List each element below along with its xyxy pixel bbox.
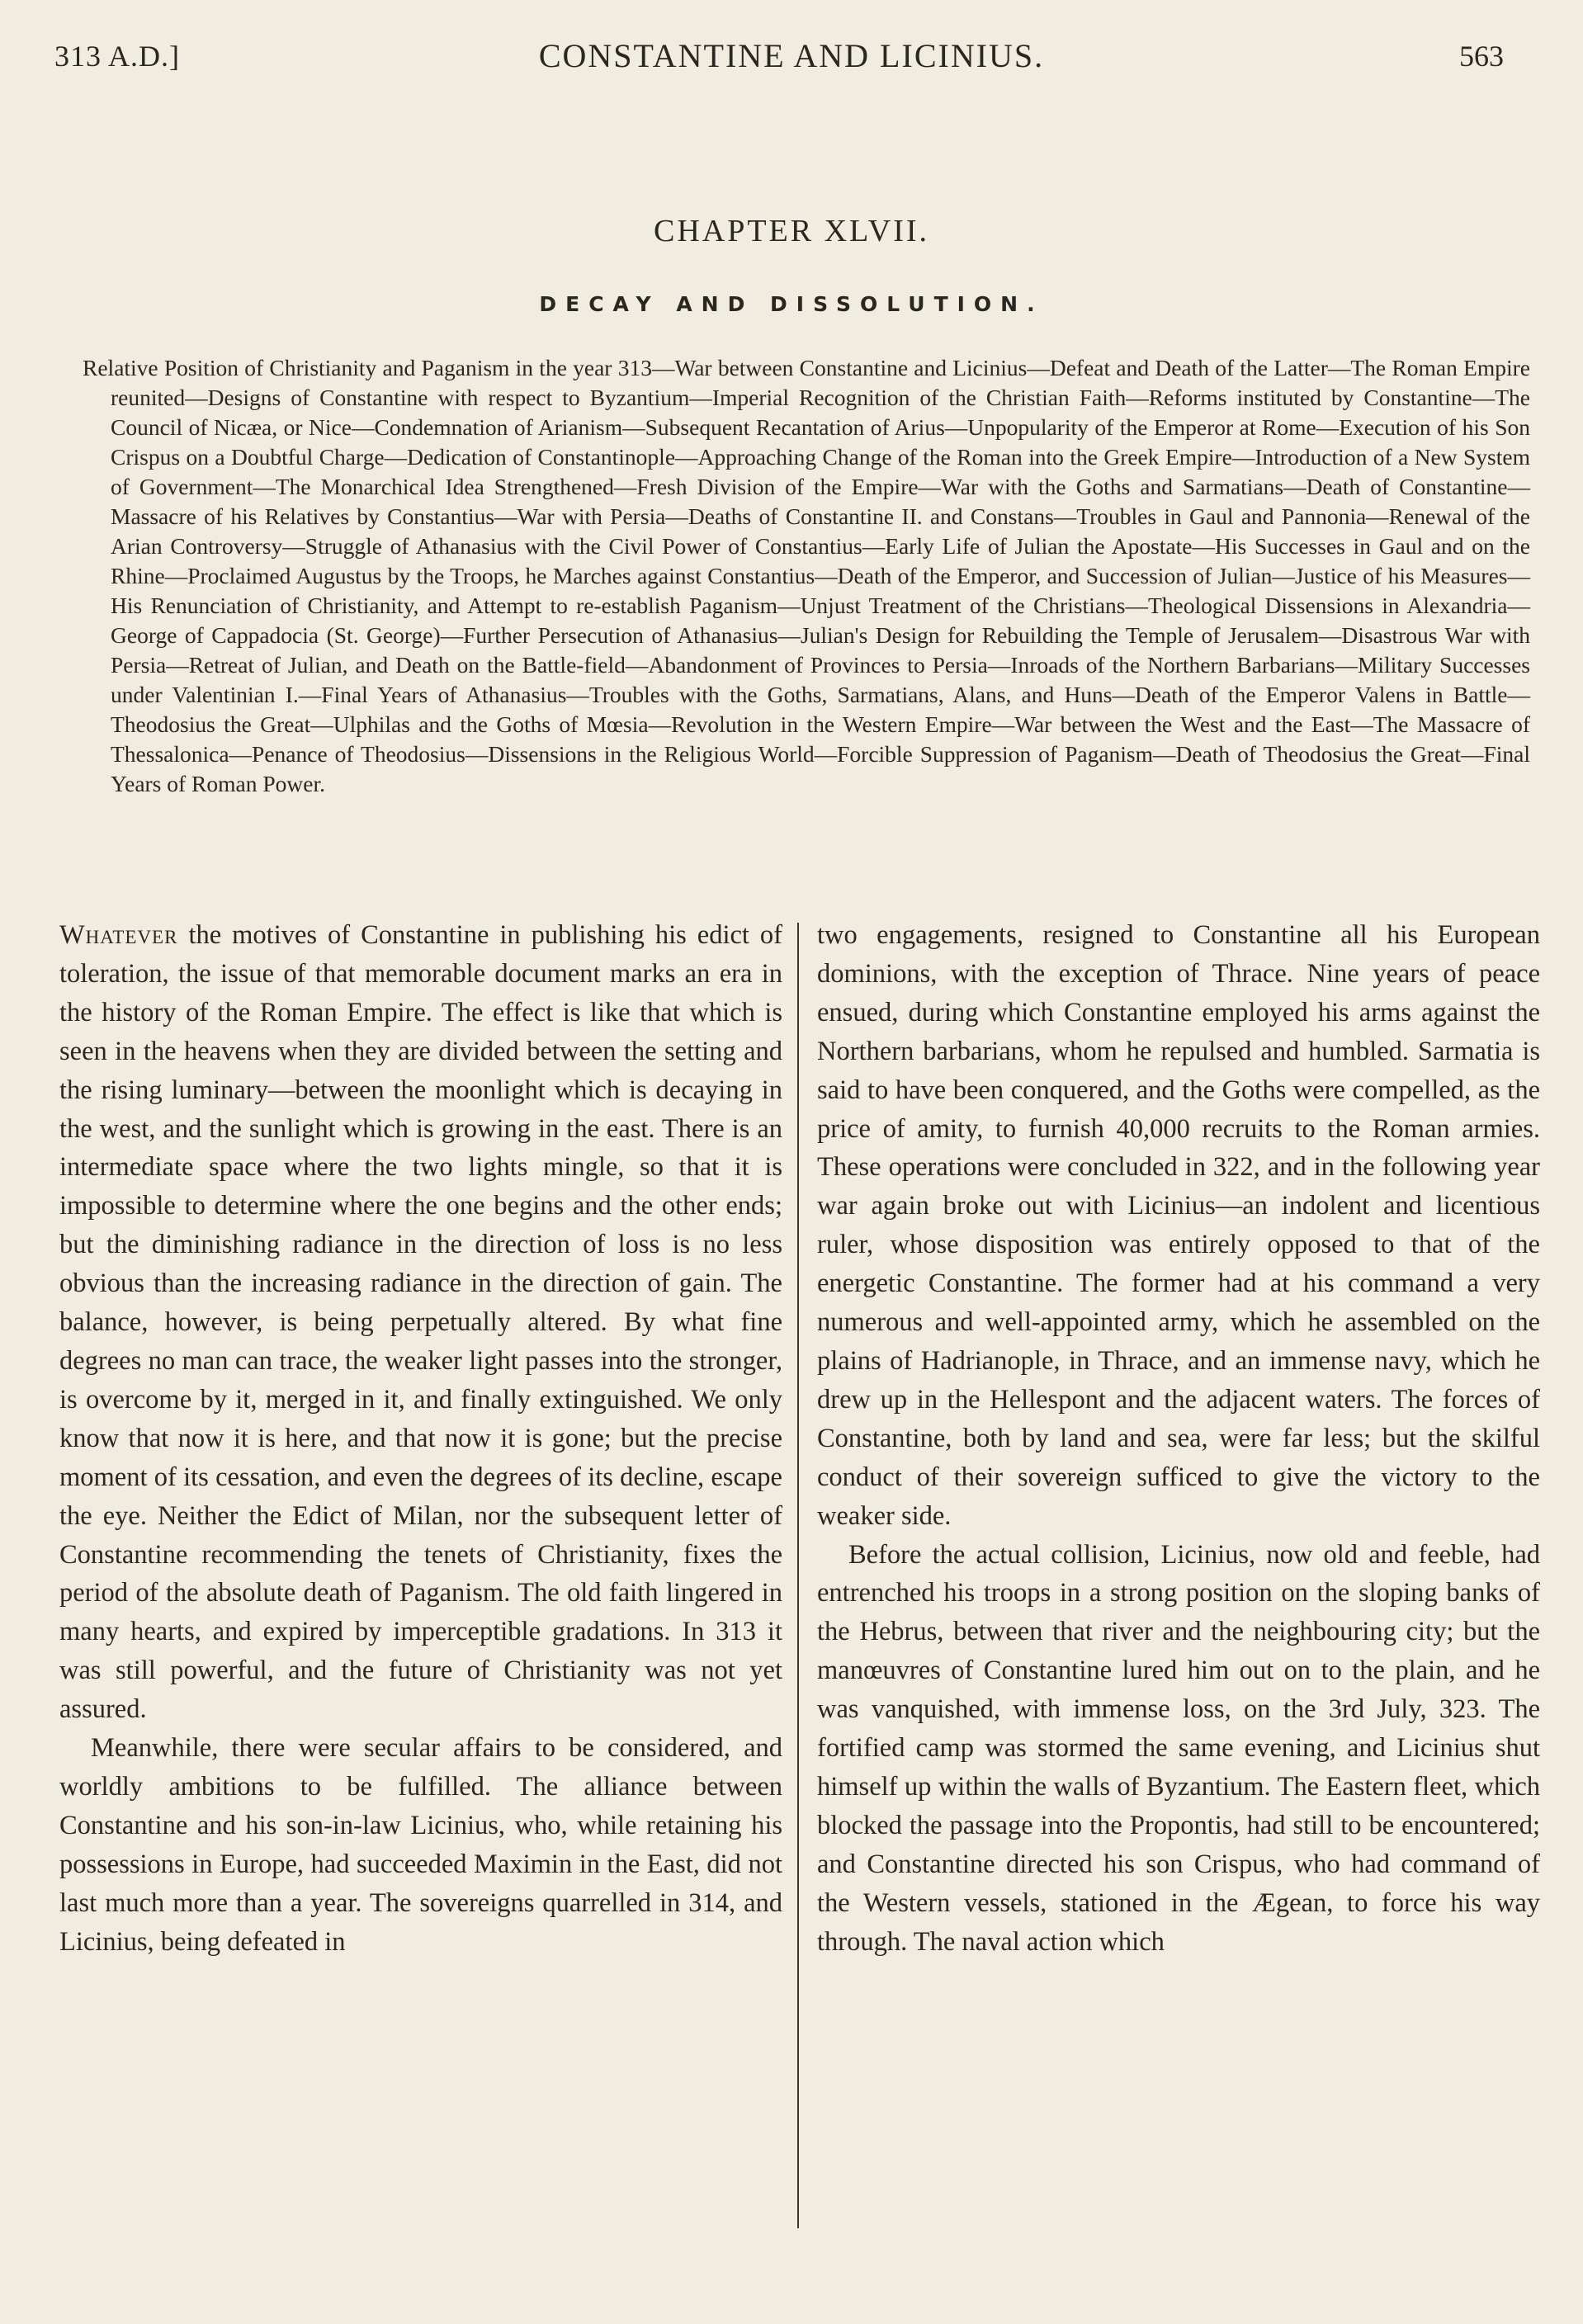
left-column bbox=[59, 916, 782, 1961]
paragraph-text: the motives of Constantine in publishing his edict of toleration, the issue of that memorable document marks an era in the history of the Roman Empire. The effect is like that which is seen in the heavens when they are divided between the setting and the rising luminary—between the moonlight which is decaying in the west, and the sunlight which is growing in the east. There is an intermediate space where the two lights mingle, so that it is impossible to determine where the one begins and the other ends; but the diminishing radiance in the direction of loss is no less obvious than the increasing radiance in the direction of gain. The balance, however, is being perpetually altered. By what fine degrees no man can trace, the weaker light passes into the stronger, is overcome by it, merged in it, and finally extinguished. We only know that now it is here, and that now it is gone; but the precise moment of its cessation, and even the degrees of its decline, escape the eye. Neither the Edict of Milan, nor the subsequent letter of Constantine recommending the tenets of Christianity, fixes the period of the absolute death of Paganism. The old faith lingered in many hearts, and expired by imperceptible gradations. In 313 it was still powerful, and the future of Christianity was not yet assured. bbox=[59, 920, 782, 1725]
paragraph bbox=[59, 916, 782, 1729]
running-header-title: CONSTANTINE AND LICINIUS. bbox=[538, 37, 1045, 74]
page-number: 563 bbox=[1459, 40, 1504, 73]
column-divider bbox=[797, 923, 799, 2228]
chapter-synopsis: Relative Position of Christianity and Paganism in the year 313—War between Constantine and Licinius—Defeat and Death of the Latter—The Roman Empire reunited—Designs of Constantine with respect to Byzantium—Imperial Recognition of the Christian Faith—Reforms instituted by Constantine—The Council of Nicæa, or Nice—Condemnation of Arianism—Subsequent Recantation of Arius—Unpopularity of the Emperor at Rome—Execution of his Son Crispus on a Doubtful Charge—Dedication of Constantinople—Approaching Change of the Roman into the Greek Empire—Introduction of a New System of Government—The Monarchical Idea Strengthened—Fresh Division of the Empire—War with the Goths and Sarmatians—Death of Constantine—Massacre of his Relatives by Constantius—War with Persia—Deaths of Constantine II. and Constans—Troubles in Gaul and Pannonia—Renewal of the Arian Controversy—Struggle of Athanasius with the Civil Power of Constantius—Early Life of Julian the Apostate—His Successes in Gaul and on the Rhine—Proclaimed Augustus by the Troops, he Marches against Constantius—Death of the Emperor, and Succession of Julian—Justice of his Measures—His Renunciation of Christianity, and Attempt to re-establish Paganism—Unjust Treatment of the Christians—Theological Dissensions in Alexandria—George of Cappadocia (St. George)—Further Persecution of Athanasius—Julian's Design for Rebuilding the Temple of Jerusalem—Disastrous War with Persia—Retreat of Julian, and Death on the Battle-field—Abandonment of Provinces to Persia—Inroads of the Northern Barbarians—Military Successes under Valentinian I.—Final Years of Athanasius—Troubles with the Goths, Sarmatians, Alans, and Huns—Death of the Emperor Valens in Battle—Theodosius the Great—Ulphilas and the Goths of Mœsia—Revolution in the Western Empire—War between the West and the East—The Massacre of Thessalonica—Penance of Theodosius—Dissensions in the Religious World—Forcible Suppression of Paganism—Death of Theodosius the Great—Final Years of Roman Power. bbox=[83, 355, 1530, 796]
chapter-title: CHAPTER XLVII. bbox=[653, 214, 930, 248]
running-header-date: 313 A.D.] bbox=[54, 40, 180, 73]
paragraph: Before the actual collision, Licinius, now old and feeble, had entrenched his troops in a strong position on the sloping banks of the Hebrus, between that river and the neighbouring city; but the manœuvres of Constantine lured him out on to the plain, and he was vanquished, with immense loss, on the 3rd July, 323. The fortified camp was stormed the same evening, and Licinius shut himself up within the walls of Byzantium. The Eastern fleet, which blocked the passage into the Propontis, had still to be encountered; and Constantine directed his son Crispus, who had command of the Western vessels, stationed in the Ægean, to force his way through. The naval action which bbox=[817, 1539, 1540, 1957]
chapter-subtitle: DECAY AND DISSOLUTION. bbox=[539, 292, 1044, 316]
paragraph: two engagements, resigned to Constantine all his European dominions, with the exception of Thrace. Nine years of peace ensued, during which Constantine employed his arms against the Northern barbarians, whom he repulsed and humbled. Sarmatia is said to have been conquered, and the Goths were compelled, as the price of amity, to furnish 40,000 recruits to the Roman armies. These operations were concluded in 322, and in the following year war again broke out with Licinius—an indolent and licentious ruler, whose disposition was entirely opposed to that of the energetic Constantine. The former had at his command a very numerous and well-appointed army, which he assembled on the plains of Hadrianople, in Thrace, and an immense navy, which he drew up in the Hellespont and the adjacent waters. The forces of Constantine, both by land and sea, were far less; but the skilful conduct of their sovereign sufficed to give the victory to the weaker side. bbox=[817, 920, 1540, 1531]
right-column bbox=[817, 916, 1540, 1961]
paragraph: Meanwhile, there were secular affairs to be considered, and worldly ambitions to be fulfilled. The alliance between Constantine and his son-in-law Licinius, who, while retaining his possessions in Europe, had succeeded Maximin in the East, did not last much more than a year. The sovereigns quarrelled in 314, and Licinius, being defeated in bbox=[59, 1733, 782, 1957]
lead-word: Whatever bbox=[59, 920, 178, 950]
